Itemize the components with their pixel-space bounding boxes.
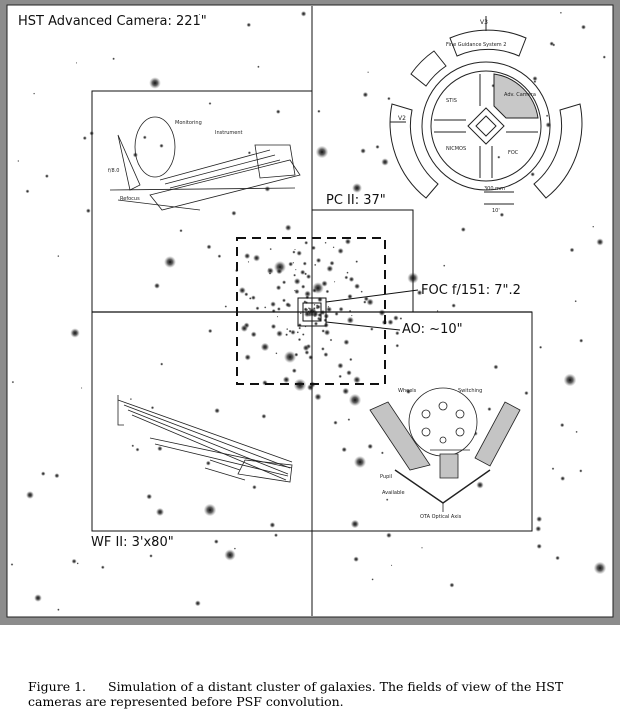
galaxy-dot bbox=[343, 339, 349, 345]
galaxy-dot bbox=[367, 299, 374, 306]
galaxy-dot bbox=[592, 226, 594, 228]
galaxy-dot bbox=[348, 418, 351, 421]
galaxy-dot bbox=[400, 317, 403, 320]
galaxy-dot bbox=[270, 522, 276, 528]
galaxy-dot bbox=[326, 290, 330, 294]
galaxy-dot bbox=[72, 559, 77, 564]
galaxy-dot bbox=[274, 533, 278, 537]
galaxy-dot bbox=[298, 327, 301, 330]
galaxy-dot bbox=[241, 325, 248, 332]
galaxy-dot bbox=[395, 331, 399, 335]
galaxy-dot bbox=[151, 406, 154, 409]
galaxy-dot bbox=[391, 565, 393, 567]
galaxy-dot bbox=[314, 393, 321, 400]
galaxy-dot bbox=[351, 315, 353, 317]
galaxy-dot bbox=[209, 102, 212, 105]
galaxy-dot bbox=[575, 431, 577, 433]
galaxy-dot bbox=[579, 339, 583, 343]
galaxy-dot bbox=[101, 565, 105, 569]
galaxy-dot bbox=[285, 333, 288, 336]
galaxy-dot bbox=[284, 351, 296, 363]
galaxy-dot bbox=[375, 145, 379, 149]
galaxy-dot bbox=[564, 374, 577, 387]
galaxy-dot bbox=[388, 319, 394, 325]
galaxy-dot bbox=[34, 594, 42, 602]
galaxy-dot bbox=[342, 447, 347, 452]
galaxy-dot bbox=[195, 600, 201, 606]
galaxy-dot bbox=[12, 381, 15, 384]
figure-caption bbox=[28, 679, 608, 709]
galaxy-dot bbox=[143, 135, 147, 139]
galaxy-dot bbox=[136, 448, 140, 452]
svg-text:Adv. Camera: Adv. Camera bbox=[504, 92, 536, 98]
svg-text:Fine Guidance System 2: Fine Guidance System 2 bbox=[446, 42, 507, 48]
galaxy-dot bbox=[249, 297, 252, 300]
galaxy-dot bbox=[294, 249, 296, 251]
galaxy-dot bbox=[317, 110, 320, 113]
galaxy-dot bbox=[239, 287, 246, 294]
galaxy-dot bbox=[333, 246, 335, 248]
galaxy-dot bbox=[276, 109, 281, 114]
galaxy-dot bbox=[346, 370, 352, 376]
galaxy-dot bbox=[334, 281, 336, 283]
galaxy-dot bbox=[130, 398, 132, 400]
galaxy-dot bbox=[443, 265, 445, 267]
galaxy-dot bbox=[354, 456, 366, 468]
galaxy-dot bbox=[367, 71, 369, 73]
galaxy-dot bbox=[594, 562, 607, 575]
galaxy-dot bbox=[371, 578, 373, 580]
galaxy-dot bbox=[355, 260, 358, 263]
galaxy-dot bbox=[261, 414, 266, 419]
svg-text:Monitoring: Monitoring bbox=[175, 120, 202, 126]
galaxy-dot bbox=[363, 92, 369, 98]
galaxy-dot bbox=[112, 57, 115, 60]
galaxy-dot bbox=[461, 227, 466, 232]
galaxy-dot bbox=[560, 476, 565, 481]
galaxy-dot bbox=[367, 444, 373, 450]
galaxy-dot bbox=[303, 345, 310, 352]
galaxy-dot bbox=[57, 255, 59, 257]
galaxy-dot bbox=[393, 315, 399, 321]
galaxy-dot bbox=[321, 347, 325, 351]
galaxy-dot bbox=[307, 384, 314, 391]
galaxy-dot bbox=[361, 291, 363, 293]
galaxy-dot bbox=[285, 302, 290, 307]
galaxy-dot bbox=[354, 283, 360, 289]
galaxy-dot bbox=[164, 256, 176, 268]
galaxy-dot bbox=[294, 289, 299, 294]
galaxy-dot bbox=[295, 269, 297, 271]
galaxy-dot bbox=[500, 213, 505, 218]
galaxy-dot bbox=[268, 268, 270, 270]
galaxy-dot bbox=[289, 330, 292, 333]
galaxy-dot bbox=[298, 338, 301, 341]
galaxy-dot bbox=[270, 248, 272, 250]
galaxy-dot bbox=[297, 331, 299, 333]
galaxy-dot bbox=[282, 280, 286, 284]
galaxy-dot bbox=[57, 608, 60, 611]
galaxy-dot bbox=[214, 408, 220, 414]
galaxy-dot bbox=[487, 407, 491, 411]
svg-text:OTA Optical Axis: OTA Optical Axis bbox=[420, 514, 462, 520]
galaxy-dot bbox=[301, 11, 307, 17]
galaxy-dot bbox=[530, 172, 535, 177]
galaxy-dot bbox=[386, 533, 392, 539]
ao-label: AO: ~10" bbox=[402, 322, 463, 337]
galaxy-dot bbox=[533, 80, 536, 83]
galaxy-dot bbox=[276, 330, 283, 337]
figure-number: Figure 1. bbox=[28, 679, 86, 694]
galaxy-dot bbox=[381, 451, 384, 454]
galaxy-dot bbox=[549, 41, 554, 46]
galaxy-dot bbox=[421, 547, 423, 549]
galaxy-dot bbox=[45, 174, 49, 178]
galaxy-dot bbox=[26, 491, 34, 499]
galaxy-dot bbox=[204, 504, 217, 517]
galaxy-dot bbox=[349, 358, 352, 361]
galaxy-dot bbox=[77, 562, 79, 564]
galaxy-dot bbox=[277, 307, 281, 311]
galaxy-dot bbox=[323, 352, 328, 357]
galaxy-dot bbox=[283, 376, 290, 383]
caption-text: Simulation of a distant cluster of galaxies. The fields of view of the HST cameras are represented before PSF convolution. bbox=[28, 679, 564, 709]
galaxy-dot bbox=[244, 292, 248, 296]
galaxy-dot bbox=[218, 254, 222, 258]
svg-text:f/8.0: f/8.0 bbox=[108, 168, 120, 174]
galaxy-dot bbox=[251, 331, 257, 337]
galaxy-dot bbox=[76, 62, 78, 64]
galaxy-dot bbox=[451, 303, 456, 308]
galaxy-dot bbox=[539, 346, 542, 349]
galaxy-dot bbox=[316, 305, 320, 309]
galaxy-dot bbox=[537, 544, 542, 549]
galaxy-dot bbox=[81, 387, 83, 389]
galaxy-dot bbox=[581, 25, 586, 30]
galaxy-dot bbox=[86, 208, 91, 213]
galaxy-dot bbox=[157, 446, 162, 451]
galaxy-dot bbox=[304, 241, 308, 245]
galaxy-dot bbox=[252, 485, 257, 490]
galaxy-dot bbox=[353, 376, 361, 384]
galaxy-dot bbox=[300, 270, 305, 275]
galaxy-dot bbox=[535, 526, 541, 532]
galaxy-dot bbox=[305, 295, 309, 299]
galaxy-dot bbox=[324, 329, 330, 335]
galaxy-dot bbox=[269, 272, 272, 275]
svg-text:FOC: FOC bbox=[508, 150, 519, 156]
svg-text:Pupil: Pupil bbox=[380, 474, 393, 480]
galaxy-dot bbox=[321, 280, 327, 286]
galaxy-dot bbox=[349, 394, 361, 406]
galaxy-dot bbox=[245, 354, 251, 360]
galaxy-dot bbox=[560, 423, 564, 427]
galaxy-dot bbox=[270, 301, 276, 307]
galaxy-dot bbox=[264, 306, 266, 308]
svg-text:Wheels: Wheels bbox=[398, 388, 417, 394]
galaxy-dot bbox=[33, 93, 35, 95]
galaxy-dot bbox=[304, 307, 308, 311]
galaxy-dot bbox=[338, 375, 342, 379]
galaxy-dot bbox=[363, 300, 366, 303]
galaxy-dot bbox=[292, 250, 295, 253]
galaxy-dot bbox=[244, 253, 250, 259]
galaxy-dot bbox=[596, 238, 603, 245]
galaxy-dot bbox=[351, 520, 360, 529]
galaxy-dot bbox=[337, 363, 343, 369]
galaxy-dot bbox=[214, 539, 219, 544]
galaxy-dot bbox=[370, 327, 374, 331]
galaxy-dot bbox=[294, 278, 301, 285]
galaxy-dot bbox=[276, 268, 282, 274]
galaxy-dot bbox=[316, 258, 321, 263]
galaxy-dot bbox=[302, 333, 305, 336]
galaxy-dot bbox=[326, 265, 333, 272]
galaxy-dot bbox=[251, 295, 256, 300]
galaxy-dot bbox=[316, 146, 329, 159]
galaxy-dot bbox=[146, 494, 152, 500]
galaxy-dot bbox=[347, 317, 354, 324]
advanced-camera-label: HST Advanced Camera: 221" bbox=[18, 14, 207, 29]
galaxy-dot bbox=[603, 55, 606, 58]
galaxy-dot bbox=[314, 264, 316, 266]
galaxy-dot bbox=[386, 498, 389, 501]
galaxy-dot bbox=[83, 136, 87, 140]
galaxy-dot bbox=[292, 368, 297, 373]
galaxy-dot bbox=[395, 344, 399, 348]
galaxy-dot bbox=[575, 300, 577, 302]
galaxy-dot bbox=[345, 239, 351, 245]
svg-text:300 mm: 300 mm bbox=[484, 186, 505, 192]
galaxy-dot bbox=[325, 242, 327, 244]
svg-text:10': 10' bbox=[492, 208, 500, 214]
galaxy-dot bbox=[338, 248, 344, 254]
galaxy-dot bbox=[271, 324, 276, 329]
svg-text:NICMOS: NICMOS bbox=[446, 146, 467, 152]
galaxy-dot bbox=[381, 158, 389, 166]
galaxy-dot bbox=[11, 563, 14, 566]
galaxy-dot bbox=[277, 316, 279, 318]
svg-text:Refocus: Refocus bbox=[120, 196, 140, 202]
galaxy-dot bbox=[208, 329, 212, 333]
galaxy-dot bbox=[570, 248, 575, 253]
galaxy-dot bbox=[247, 23, 252, 28]
svg-text:V2: V2 bbox=[398, 115, 406, 122]
galaxy-dot bbox=[560, 12, 562, 14]
galaxy-dot bbox=[256, 306, 260, 310]
galaxy-dot bbox=[261, 343, 270, 352]
galaxy-dot bbox=[579, 469, 582, 472]
galaxy-dot bbox=[349, 277, 355, 283]
galaxy-dot bbox=[207, 244, 212, 249]
galaxy-dot bbox=[294, 353, 298, 357]
galaxy-dot bbox=[524, 391, 528, 395]
svg-text:Available: Available bbox=[382, 490, 405, 496]
galaxy-dot bbox=[231, 211, 236, 216]
galaxy-dot bbox=[314, 322, 318, 326]
galaxy-dot bbox=[282, 298, 286, 302]
galaxy-dot bbox=[536, 516, 542, 522]
galaxy-dot bbox=[342, 388, 349, 395]
galaxy-dot bbox=[330, 339, 333, 342]
galaxy-dot bbox=[70, 328, 80, 338]
galaxy-dot bbox=[41, 471, 46, 476]
galaxy-dot bbox=[293, 274, 296, 277]
galaxy-dot bbox=[339, 307, 344, 312]
galaxy-dot bbox=[333, 421, 337, 425]
galaxy-dot bbox=[353, 556, 359, 562]
galaxy-dot bbox=[179, 229, 182, 232]
galaxy-dot bbox=[552, 467, 555, 470]
galaxy-dot bbox=[330, 261, 335, 266]
galaxy-dot bbox=[253, 254, 260, 261]
galaxy-dot bbox=[288, 262, 293, 267]
svg-text:STIS: STIS bbox=[446, 98, 457, 104]
galaxy-dot bbox=[149, 554, 153, 558]
wf-label: WF II: 3'x80" bbox=[91, 535, 174, 550]
galaxy-dot bbox=[225, 305, 228, 308]
galaxy-dot bbox=[493, 365, 498, 370]
galaxy-dot bbox=[286, 328, 288, 330]
galaxy-dot bbox=[206, 461, 211, 466]
galaxy-dot bbox=[344, 276, 348, 280]
galaxy-dot bbox=[296, 250, 302, 256]
galaxy-dot bbox=[303, 262, 307, 266]
svg-text:Switching: Switching bbox=[458, 388, 483, 394]
galaxy-dot bbox=[54, 473, 59, 478]
svg-text:Instrument: Instrument bbox=[215, 130, 243, 136]
galaxy-dot bbox=[257, 66, 260, 69]
galaxy-dot bbox=[352, 183, 362, 193]
galaxy-dot bbox=[449, 583, 454, 588]
galaxy-dot bbox=[387, 97, 391, 101]
galaxy-dot bbox=[312, 288, 317, 293]
svg-text:V3: V3 bbox=[480, 19, 488, 26]
galaxy-dot bbox=[285, 224, 292, 231]
galaxy-dot bbox=[301, 285, 305, 289]
galaxy-dot bbox=[346, 272, 348, 274]
galaxy-dot bbox=[555, 556, 560, 561]
galaxy-dot bbox=[275, 352, 277, 354]
galaxy-dot bbox=[224, 549, 235, 560]
galaxy-dot bbox=[156, 508, 164, 516]
galaxy-dot bbox=[26, 189, 30, 193]
galaxy-dot bbox=[497, 156, 500, 159]
galaxy-dot bbox=[276, 285, 281, 290]
pc-label: PC II: 37" bbox=[326, 193, 386, 208]
galaxy-dot bbox=[360, 148, 366, 154]
galaxy-dot bbox=[314, 304, 316, 306]
galaxy-dot bbox=[248, 151, 251, 154]
galaxy-dot bbox=[234, 548, 236, 550]
galaxy-dot bbox=[159, 144, 163, 148]
galaxy-dot bbox=[248, 261, 250, 263]
galaxy-dot bbox=[17, 160, 19, 162]
galaxy-dot bbox=[306, 274, 311, 279]
galaxy-dot bbox=[149, 77, 161, 89]
galaxy-dot bbox=[476, 481, 483, 488]
galaxy-dot bbox=[154, 283, 160, 289]
galaxy-dot bbox=[131, 444, 134, 447]
galaxy-dot bbox=[265, 186, 271, 192]
foc-label: FOC f/151: 7".2 bbox=[421, 283, 521, 298]
galaxy-dot bbox=[160, 363, 163, 366]
galaxy-dot bbox=[546, 115, 549, 118]
